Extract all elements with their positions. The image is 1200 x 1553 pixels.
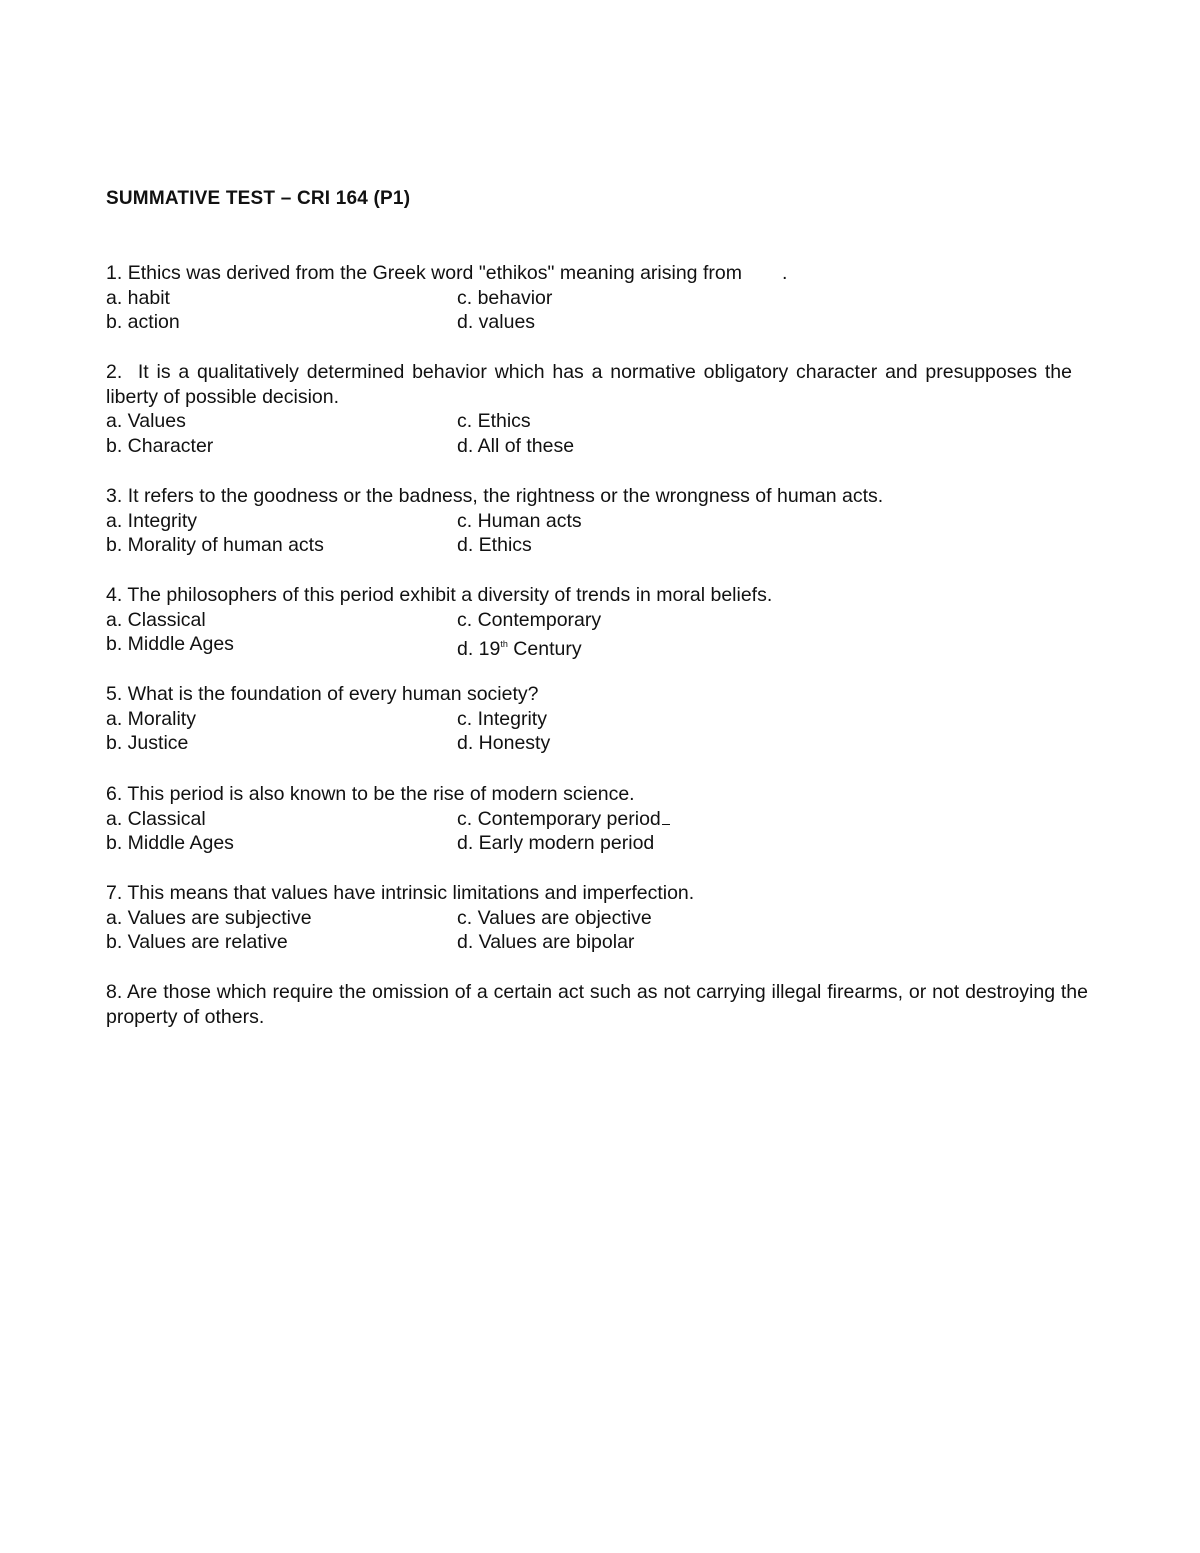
option-a[interactable]: a. Classical [106, 608, 206, 631]
option-b[interactable]: b. action [106, 311, 180, 333]
underline-mark [662, 808, 670, 825]
option-d[interactable]: d. values [457, 311, 536, 333]
question-1 [106, 261, 1072, 335]
question-stem [106, 881, 1072, 906]
option-b[interactable]: b. Middle Ages [106, 832, 234, 854]
question-number: 6. [106, 783, 123, 805]
option-b[interactable]: b. Justice [106, 732, 189, 754]
option-a[interactable]: a. Integrity [106, 509, 198, 532]
question-number: 7. [106, 882, 123, 904]
option-a[interactable]: a. Classical [106, 807, 206, 830]
option-c[interactable]: c. Contemporary [457, 608, 602, 631]
options [106, 707, 1072, 756]
question-number: 1. [106, 262, 123, 284]
option-c[interactable]: c. Ethics [457, 410, 531, 432]
question-stem [106, 980, 1088, 1029]
options [106, 286, 1072, 335]
question-text: This period is also known to be the rise of modern science. [127, 783, 635, 805]
option-d[interactable]: d. Ethics [457, 534, 532, 556]
option-a[interactable]: a. habit [106, 286, 170, 309]
question-stem [106, 261, 1072, 286]
option-d-text: d. 19 [457, 638, 501, 660]
option-d[interactable] [457, 632, 582, 662]
question-text: What is the foundation of every human society? [127, 683, 539, 705]
document-title: SUMMATIVE TEST – CRI 164 (P1) [106, 188, 411, 209]
question-stem [106, 484, 1072, 509]
option-d[interactable]: d. Honesty [457, 732, 551, 754]
question-2 [106, 360, 1072, 458]
options [106, 409, 1072, 458]
question-text: It is a qualitatively determined behavior which has a normative obligatory character and presupposes the liberty of possible decision. [106, 361, 1072, 408]
question-text: This means that values have intrinsic limitations and imperfection. [127, 882, 695, 904]
option-a[interactable]: a. Values [106, 410, 186, 432]
options [106, 608, 1072, 660]
question-5 [106, 682, 1072, 756]
option-c[interactable]: c. Human acts [457, 509, 582, 532]
question-stem [106, 360, 1072, 409]
option-c-text: c. Contemporary period [457, 807, 661, 830]
option-a[interactable]: a. Values are subjective [106, 906, 312, 929]
option-c[interactable]: c. behavior [457, 286, 553, 309]
option-c[interactable] [457, 807, 670, 832]
option-c[interactable]: c. Integrity [457, 707, 547, 730]
option-a[interactable]: a. Morality [106, 707, 196, 730]
option-d[interactable]: d. All of these [457, 434, 575, 457]
question-text-end: . [781, 262, 788, 284]
question-text: Ethics was derived from the Greek word "ethikos" meaning arising from [127, 262, 742, 284]
options [106, 906, 1072, 955]
question-7 [106, 881, 1072, 955]
option-d[interactable]: d. Early modern period [457, 832, 655, 854]
question-text: It refers to the goodness or the badness, the rightness or the wrongness of human acts. [127, 485, 884, 507]
ordinal-suffix: th [500, 639, 508, 649]
options [106, 807, 1072, 856]
question-number: 5. [106, 683, 123, 705]
question-number: 8. [106, 981, 123, 1003]
question-6 [106, 782, 1072, 856]
question-text: Are those which require the omission of a certain act such as not carrying illegal firearms, or not destroying the property of others. [106, 981, 1088, 1028]
question-4 [106, 583, 1072, 660]
option-b[interactable]: b. Values are relative [106, 931, 288, 953]
question-3 [106, 484, 1072, 558]
question-number: 4. [106, 584, 123, 606]
option-d[interactable]: d. Values are bipolar [457, 931, 635, 953]
question-8 [106, 980, 1088, 1029]
option-b[interactable]: b. Middle Ages [106, 633, 234, 655]
option-c[interactable]: c. Values are objective [457, 906, 652, 929]
question-stem [106, 682, 1072, 707]
options [106, 509, 1072, 558]
option-b[interactable]: b. Character [106, 434, 214, 457]
question-stem [106, 782, 1072, 807]
question-number: 2. [106, 361, 123, 383]
question-number: 3. [106, 485, 123, 507]
option-d-text-end: Century [507, 638, 582, 660]
question-stem [106, 583, 1072, 608]
option-b[interactable]: b. Morality of human acts [106, 534, 324, 556]
question-text: The philosophers of this period exhibit a diversity of trends in moral beliefs. [127, 584, 773, 606]
